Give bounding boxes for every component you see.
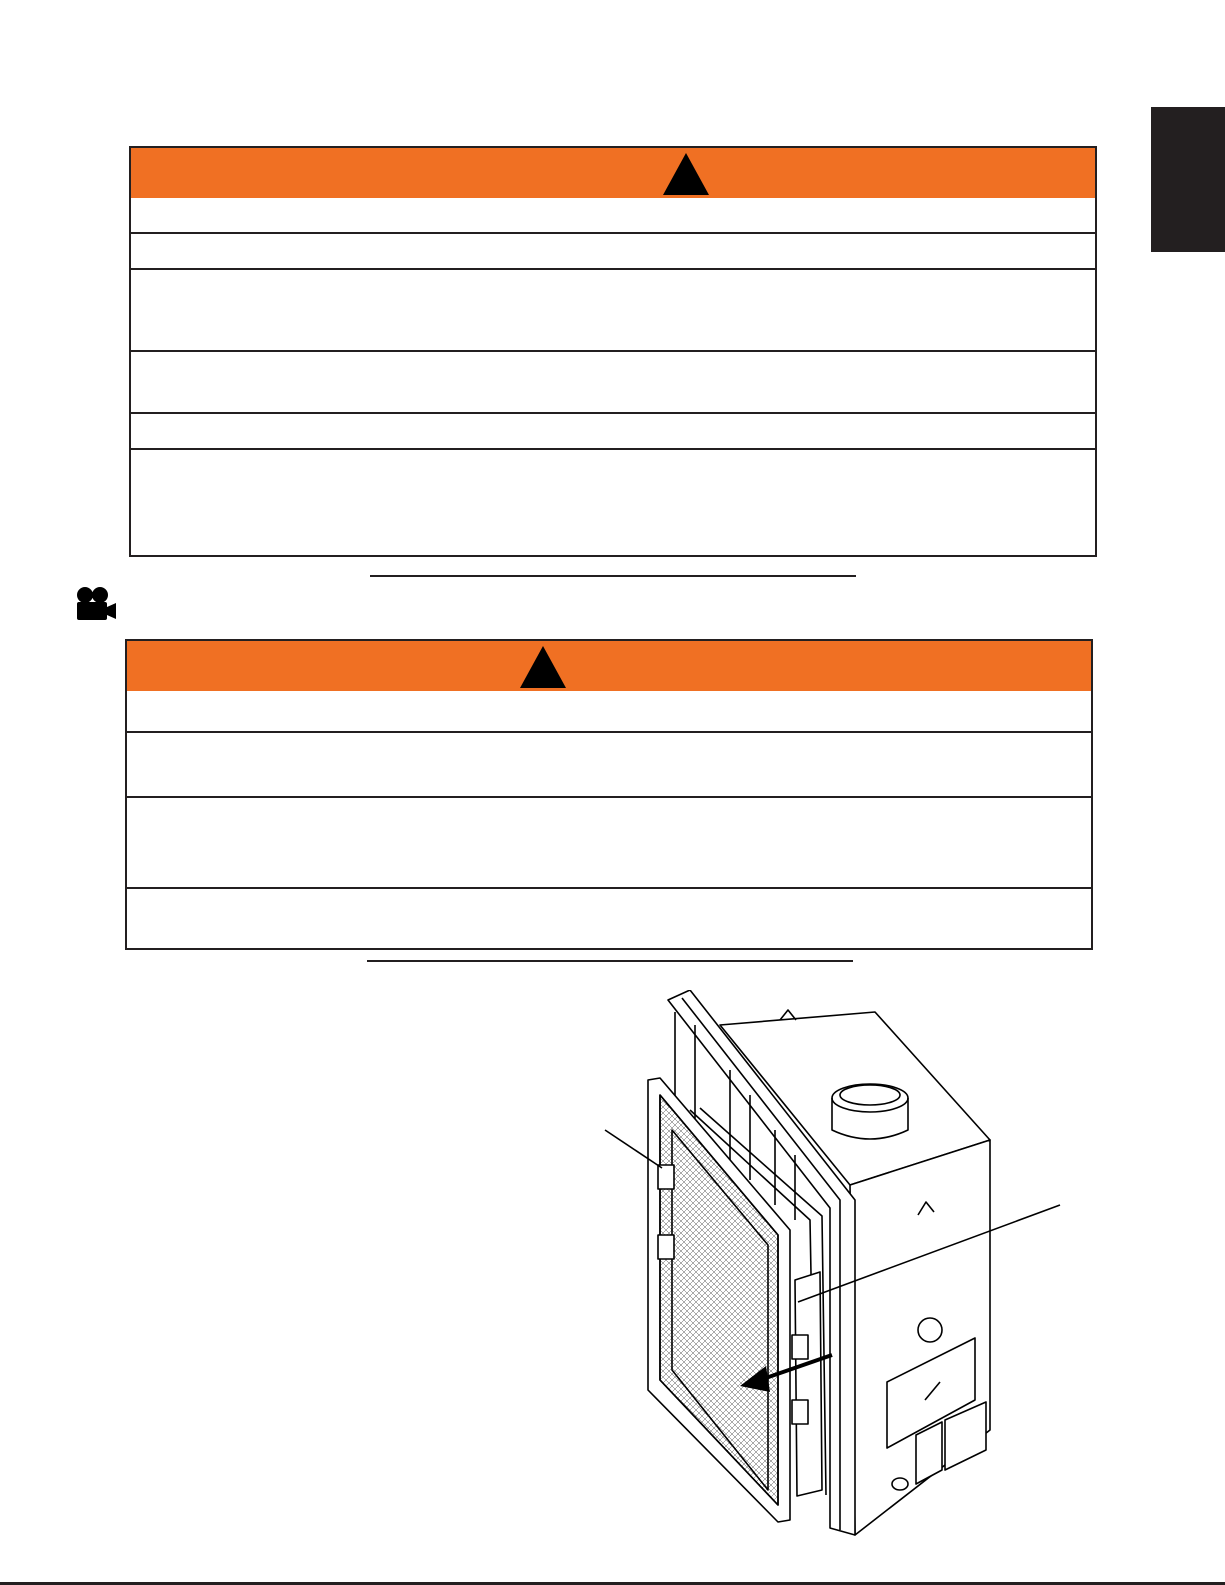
- divider: [131, 232, 1095, 234]
- warning-header-1: [131, 148, 1095, 198]
- divider: [127, 887, 1091, 889]
- divider: [131, 448, 1095, 450]
- divider: [127, 731, 1091, 733]
- warning-box-2: [125, 639, 1093, 950]
- divider: [127, 796, 1091, 798]
- section-rule: [370, 575, 856, 577]
- fireplace-screen-removal-figure: [600, 990, 1080, 1560]
- divider: [131, 268, 1095, 270]
- section-rule: [367, 960, 853, 962]
- warning-triangle-icon: [520, 646, 566, 688]
- video-camera-icon: [75, 586, 117, 622]
- warning-triangle-icon: [663, 153, 709, 195]
- section-tab: [1151, 107, 1225, 252]
- divider: [131, 412, 1095, 414]
- divider: [131, 350, 1095, 352]
- warning-header-2: [127, 641, 1091, 691]
- warning-box-1: [129, 146, 1097, 557]
